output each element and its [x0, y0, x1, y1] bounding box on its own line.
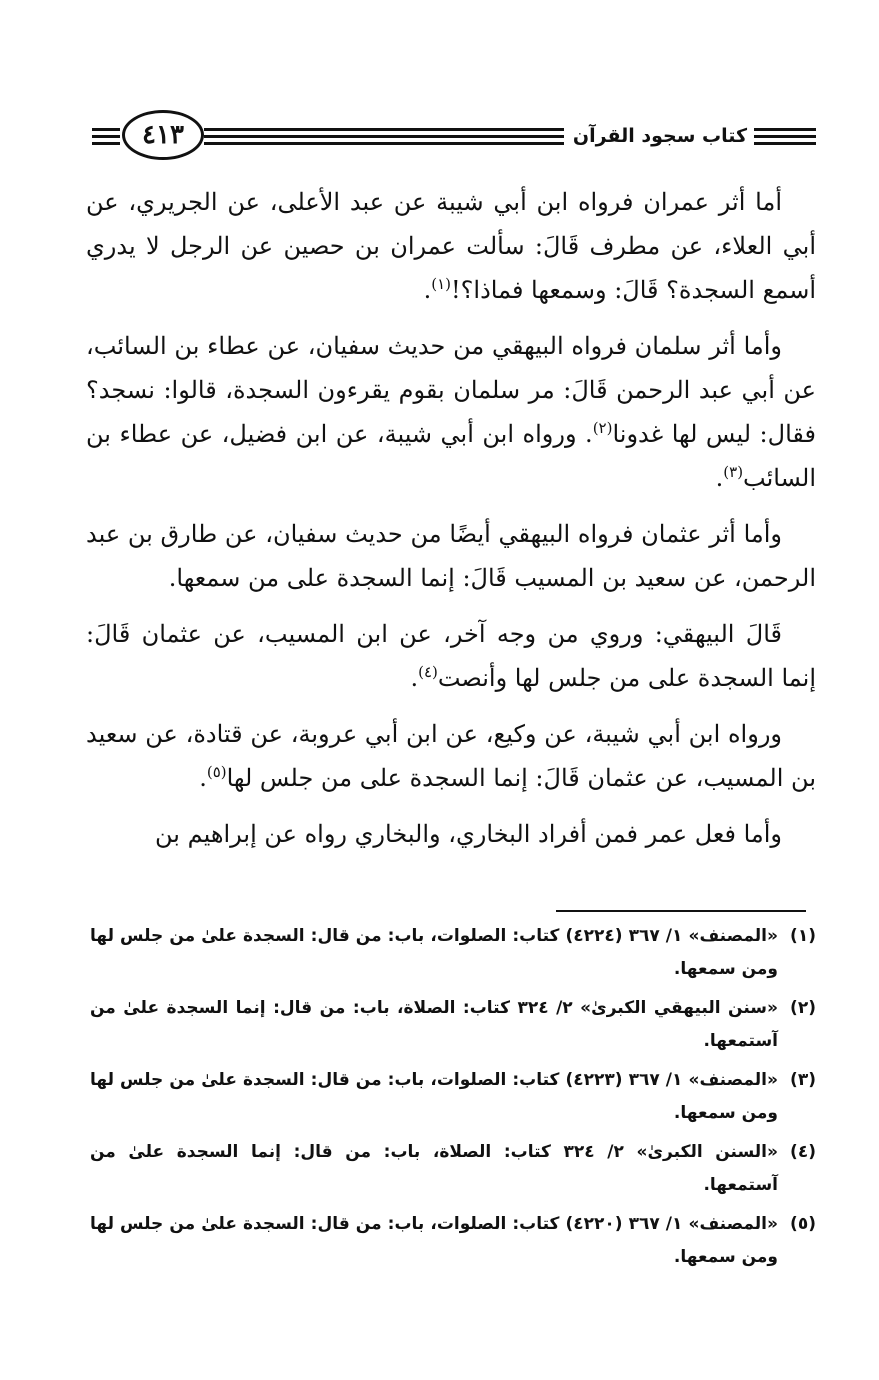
header-rule	[754, 135, 816, 138]
header-rule	[204, 128, 564, 131]
footnote-text: «المصنف» ١/ ٣٦٧ (٤٢٢٠) كتاب: الصلوات، باب: من قال: السجدة علىٰ من جلس لها ومن سمعها.	[90, 1214, 778, 1267]
footnote-ref[interactable]: (٣)	[723, 463, 744, 481]
footnote	[90, 1064, 816, 1130]
footnote-ref[interactable]: (٤)	[418, 663, 438, 681]
footnote-text: «سنن البيهقي الكبرىٰ» ٢/ ٣٢٤ كتاب: الصلاة، باب: من قال: إنما السجدة علىٰ من آستمعها.	[90, 998, 778, 1051]
paragraph-end: .	[423, 276, 432, 304]
footnote	[90, 1136, 816, 1202]
header-rule	[204, 142, 564, 145]
footnote-ref[interactable]: (٥)	[206, 763, 227, 781]
paragraph-text: قَالَ البيهقي: وروي من وجه آخر، عن ابن المسيب، عن عثمان قَالَ: إنما السجدة على من جلس لها وأنصت	[86, 620, 816, 692]
paragraph	[86, 812, 816, 856]
paragraph	[86, 324, 816, 500]
paragraph-text: وأما أثر سلمان فرواه البيهقي من حديث سفيان، عن عطاء بن السائب، عن أبي عبد الرحمن قَالَ: مر سلمان بقوم يقرءون السجدة، قالوا: نسجد؟ فقال: ليس لها غدونا	[86, 332, 817, 448]
header-rule	[754, 142, 816, 145]
footnote-ref[interactable]: (١)	[431, 275, 452, 293]
header-rule	[92, 142, 120, 145]
paragraph-text: وأما أثر عثمان فرواه البيهقي أيضًا من حديث سفيان، عن طارق بن عبد الرحمن، عن سعيد بن المسيب قَالَ: إنما السجدة على من سمعها.	[86, 520, 816, 592]
book-title: كتاب سجود القرآن	[572, 125, 748, 147]
paragraph	[86, 712, 816, 800]
footnote-number: (٢)	[790, 998, 816, 1018]
paragraph-text: ورواه ابن أبي شيبة، عن وكيع، عن ابن أبي عروبة، عن قتادة، عن سعيد بن المسيب، عن عثمان قَالَ: إنما السجدة على من جلس لها	[86, 720, 816, 792]
main-text	[86, 180, 816, 868]
footnote-text: «المصنف» ١/ ٣٦٧ (٤٢٢٤) كتاب: الصلوات، باب: من قال: السجدة علىٰ من جلس لها ومن سمعها.	[90, 926, 778, 979]
header-rule	[204, 135, 564, 138]
page-header	[92, 104, 816, 166]
footnote	[90, 1208, 816, 1274]
footnote-separator	[556, 910, 806, 912]
paragraph-end: .	[715, 464, 724, 492]
footnotes	[90, 920, 816, 1280]
footnote-text: «السنن الكبرىٰ» ٢/ ٣٢٤ كتاب: الصلاة، باب: من قال: إنما السجدة علىٰ من آستمعها.	[90, 1142, 778, 1195]
footnote-ref[interactable]: (٢)	[592, 419, 613, 437]
footnote-number: (١)	[790, 926, 816, 946]
footnote-number: (٤)	[790, 1142, 816, 1162]
paragraph	[86, 512, 816, 600]
paragraph-text: أما أثر عمران فرواه ابن أبي شيبة عن عبد الأعلى، عن الجريري، عن أبي العلاء، عن مطرف قَالَ: سألت عمران بن حصين عن الرجل لا يدري أسمع السجدة؟ قَالَ: وسمعها فماذا؟!	[86, 188, 816, 304]
footnote-number: (٣)	[790, 1070, 816, 1090]
paragraph	[86, 180, 816, 312]
paragraph-text: . ورواه ابن أبي شيبة، عن ابن فضيل، عن عطاء بن السائب	[86, 420, 816, 492]
header-rule	[754, 128, 816, 131]
paragraph-end: .	[199, 764, 207, 792]
paragraph-end: .	[410, 664, 419, 692]
footnote-text: «المصنف» ١/ ٣٦٧ (٤٢٢٣) كتاب: الصلوات، باب: من قال: السجدة علىٰ من جلس لها ومن سمعها.	[90, 1070, 778, 1123]
paragraph	[86, 612, 816, 700]
paragraph-text: وأما فعل عمر فمن أفراد البخاري، والبخاري رواه عن إبراهيم بن	[155, 820, 782, 848]
footnote	[90, 920, 816, 986]
footnote	[90, 992, 816, 1058]
page-number: ٤١٣	[122, 110, 204, 160]
footnote-number: (٥)	[790, 1214, 816, 1234]
header-rule	[92, 135, 120, 138]
header-rule	[92, 128, 120, 131]
